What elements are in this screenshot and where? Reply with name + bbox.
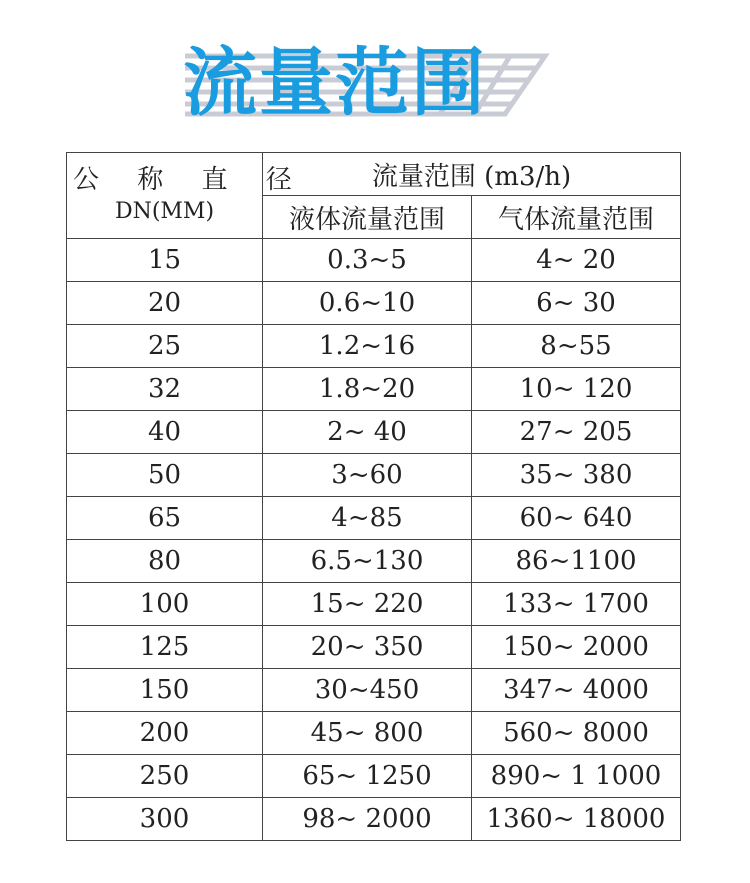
- dn-cell: 200: [67, 712, 263, 755]
- dn-cell: 125: [67, 626, 263, 669]
- gas-flow-header: 气体流量范围: [472, 196, 681, 239]
- gas-flow-cell: 60~ 640: [472, 497, 681, 540]
- gas-flow-cell: 133~ 1700: [472, 583, 681, 626]
- liquid-flow-cell: 6.5~130: [263, 540, 472, 583]
- dn-cell: 25: [67, 325, 263, 368]
- liquid-flow-cell: 2~ 40: [263, 411, 472, 454]
- table-row: [67, 540, 681, 583]
- liquid-flow-cell: 45~ 800: [263, 712, 472, 755]
- dn-cell: 65: [67, 497, 263, 540]
- flow-range-table: [66, 152, 681, 841]
- header-row-1: [67, 153, 681, 196]
- dn-cell: 40: [67, 411, 263, 454]
- table-row: [67, 282, 681, 325]
- dn-cell: 50: [67, 454, 263, 497]
- dn-cell: 20: [67, 282, 263, 325]
- table-row: [67, 583, 681, 626]
- dn-cell: 250: [67, 755, 263, 798]
- liquid-flow-cell: 98~ 2000: [263, 798, 472, 841]
- flow-range-group-header: 流量范围 (m3/h): [263, 153, 681, 196]
- gas-flow-cell: 890~ 1 1000: [472, 755, 681, 798]
- dn-cell: 15: [67, 239, 263, 282]
- liquid-flow-cell: 1.2~16: [263, 325, 472, 368]
- gas-flow-cell: 86~1100: [472, 540, 681, 583]
- table-row: [67, 368, 681, 411]
- dn-cell: 100: [67, 583, 263, 626]
- page-title: 流量范围: [183, 40, 487, 126]
- gas-flow-cell: 347~ 4000: [472, 669, 681, 712]
- liquid-flow-header: 液体流量范围: [263, 196, 472, 239]
- gas-flow-cell: 560~ 8000: [472, 712, 681, 755]
- table-row: [67, 239, 681, 282]
- table-row: [67, 325, 681, 368]
- liquid-flow-cell: 3~60: [263, 454, 472, 497]
- gas-flow-cell: 6~ 30: [472, 282, 681, 325]
- table-row: [67, 454, 681, 497]
- liquid-flow-cell: 0.3~5: [263, 239, 472, 282]
- dn-cell: 300: [67, 798, 263, 841]
- liquid-flow-cell: 15~ 220: [263, 583, 472, 626]
- table-row: [67, 626, 681, 669]
- liquid-flow-cell: 4~85: [263, 497, 472, 540]
- table-row: [67, 669, 681, 712]
- liquid-flow-cell: 30~450: [263, 669, 472, 712]
- table-row: [67, 755, 681, 798]
- table-row: [67, 411, 681, 454]
- table-row: [67, 497, 681, 540]
- dn-header-unit: DN(MM): [114, 198, 215, 224]
- table-row: [67, 712, 681, 755]
- gas-flow-cell: 27~ 205: [472, 411, 681, 454]
- liquid-flow-cell: 20~ 350: [263, 626, 472, 669]
- gas-flow-cell: 150~ 2000: [472, 626, 681, 669]
- liquid-flow-cell: 65~ 1250: [263, 755, 472, 798]
- gas-flow-cell: 10~ 120: [472, 368, 681, 411]
- dn-cell: 32: [67, 368, 263, 411]
- gas-flow-cell: 1360~ 18000: [472, 798, 681, 841]
- table-row: [67, 798, 681, 841]
- dn-header-label: 公 称 直 径: [73, 164, 307, 195]
- liquid-flow-cell: 1.8~20: [263, 368, 472, 411]
- gas-flow-cell: 4~ 20: [472, 239, 681, 282]
- gas-flow-cell: 8~55: [472, 325, 681, 368]
- gas-flow-cell: 35~ 380: [472, 454, 681, 497]
- dn-cell: 150: [67, 669, 263, 712]
- dn-cell: 80: [67, 540, 263, 583]
- title-banner: [0, 0, 750, 150]
- dn-header-cell: [67, 153, 307, 239]
- liquid-flow-cell: 0.6~10: [263, 282, 472, 325]
